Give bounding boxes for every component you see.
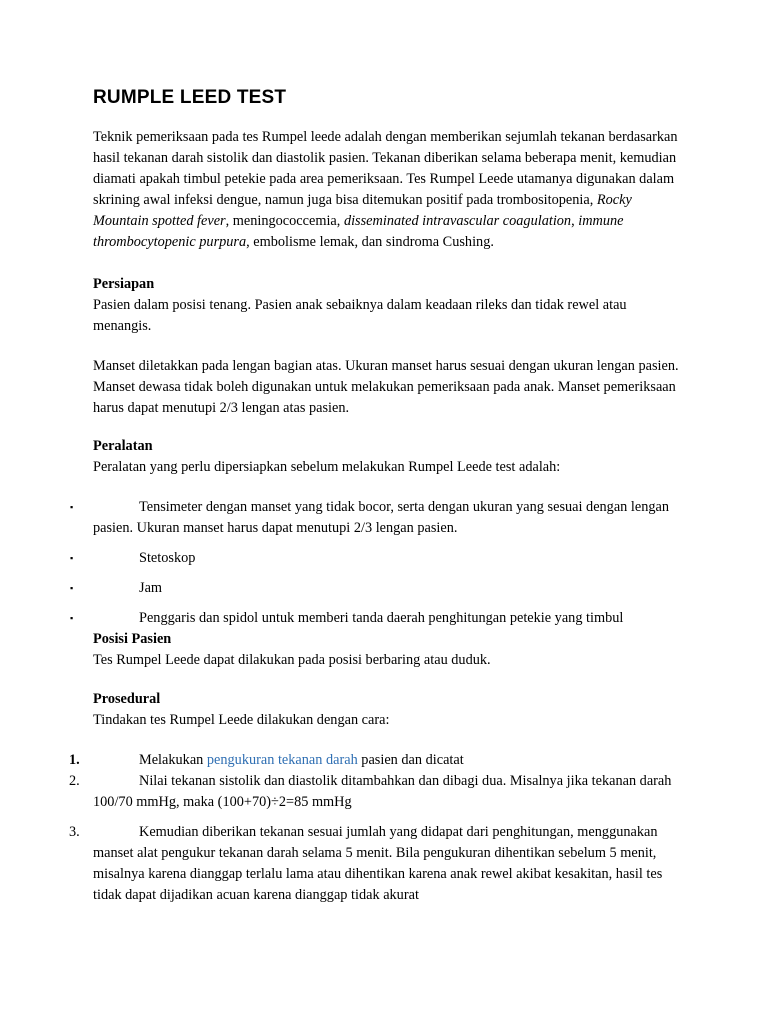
intro-text-part-4: , embolisme lemak, dan sindroma Cushing. xyxy=(246,234,494,250)
list-item: Tensimeter dengan manset yang tidak bocor, serta dengan ukuran yang sesuai dengan lengan pasien. Ukuran manset harus dapat menutupi 2/3 lengan pasien. xyxy=(93,499,670,536)
intro-text-part-2: , meningococcemia, xyxy=(225,213,344,229)
step-item-3: Kemudian diberikan tekanan sesuai jumlah yang didapat dari penghitungan, menggunakan manset alat pengukur tekanan darah selama 5 menit. Bila pengukuran dihentikan sebelum 5 menit, misalnya karena dianggap terlalu lama atau dihentikan karena anak rewel akibat kesakitan, hasil tes tidak dapat dijadikan acuan karena dianggap tidak akurat xyxy=(93,824,663,903)
step-item-2: Nilai tekanan sistolik dan diastolik ditambahkan dan dibagi dua. Misalnya jika tekanan darah 100/70 mmHg, maka (100+70)÷2=85 mmHg xyxy=(93,773,672,810)
intro-paragraph xyxy=(93,127,685,253)
bullet-marker: ▪ xyxy=(70,553,74,563)
step-number: 3. xyxy=(69,824,80,840)
persiapan-paragraph-2-block xyxy=(93,356,685,419)
bullet-marker: ▪ xyxy=(70,583,74,593)
link-pengukuran-tekanan-darah[interactable]: pengukuran tekanan darah xyxy=(206,752,358,768)
step-number: 2. xyxy=(69,773,80,789)
prosedural-intro: Tindakan tes Rumpel Leede dilakukan dengan cara: xyxy=(93,712,390,728)
step-item-1: Melakukan pengukuran tekanan darah pasien dan dicatat xyxy=(139,752,464,768)
intro-text-part-3: , xyxy=(571,213,579,229)
section-heading-peralatan: Peralatan xyxy=(93,438,153,454)
list-item: Jam xyxy=(139,580,163,596)
posisi-text: Tes Rumpel Leede dapat dilakukan pada posisi berbaring atau duduk. xyxy=(93,652,491,668)
section-persiapan xyxy=(93,274,685,337)
section-heading-posisi-pasien: Posisi Pasien xyxy=(93,631,172,647)
page-title: RUMPLE LEED TEST xyxy=(93,87,287,108)
intro-italic-dic: disseminated intravascular coagulation xyxy=(343,213,572,229)
section-heading-persiapan: Persiapan xyxy=(93,276,155,292)
peralatan-intro: Peralatan yang perlu dipersiapkan sebelum melakukan Rumpel Leede test adalah: xyxy=(93,459,561,475)
list-item: Penggaris dan spidol untuk memberi tanda daerah penghitungan petekie yang timbul xyxy=(139,610,624,626)
bullet-marker: ▪ xyxy=(70,613,74,623)
section-heading-prosedural: Prosedural xyxy=(93,691,161,707)
intro-text-part-1: Teknik pemeriksaan pada tes Rumpel leede adalah dengan memberikan sejumlah tekanan berdasarkan hasil tekanan darah sistolik dan diastolik pasien. Tekanan diberikan selama beberapa menit, kemudian diamati apakah timbul petekie pada area pemeriksaan. Tes Rumpel Leede utamanya digunakan dalam skrining awal infeksi dengue, namun juga bisa ditemukan positif pada trombositopenia, xyxy=(93,129,678,208)
intro-italic-itp: immune thrombocytopenic purpura xyxy=(93,213,624,250)
persiapan-paragraph-2: Manset diletakkan pada lengan bagian atas. Ukuran manset harus sesuai dengan ukuran lengan pasien. Manset dewasa tidak boleh digunakan untuk melakukan pemeriksaan pada anak. Manset pemeriksaan harus dapat menutupi 2/3 lengan atas pasien. xyxy=(93,358,679,416)
intro-italic-rocky-mountain: Rocky Mountain spotted fever xyxy=(93,192,632,229)
intro-text xyxy=(93,127,685,253)
bullet-marker: ▪ xyxy=(70,502,74,512)
section-prosedural xyxy=(93,689,685,731)
section-posisi-pasien xyxy=(93,629,685,671)
list-item: Stetoskop xyxy=(139,550,196,566)
persiapan-paragraph-1: Pasien dalam posisi tenang. Pasien anak sebaiknya dalam keadaan rileks dan tidak rewel atau menangis. xyxy=(93,297,627,334)
step-number: 1. xyxy=(69,752,80,768)
section-peralatan xyxy=(93,436,685,478)
